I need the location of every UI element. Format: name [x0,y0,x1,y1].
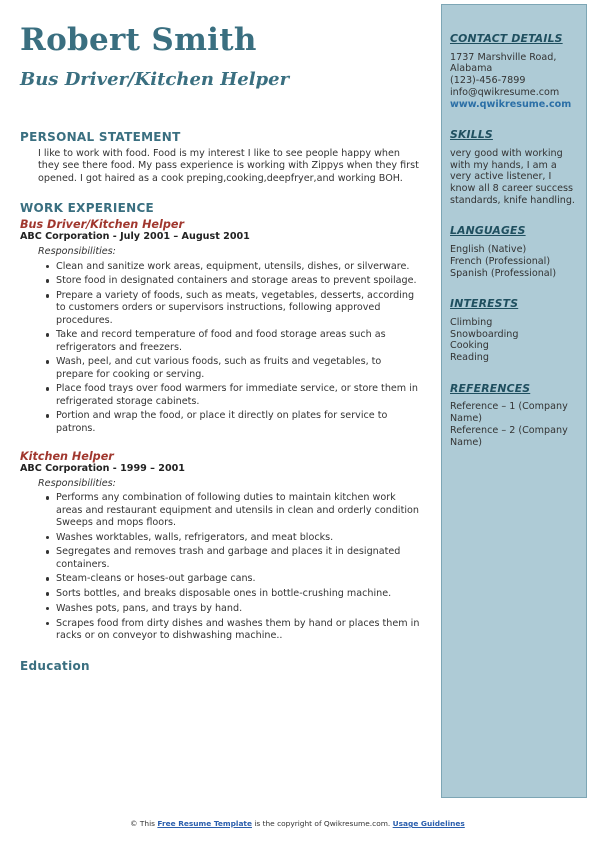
list-item: Cooking [450,340,489,352]
list-item: Prepare a variety of foods, such as meats, vegetables, desserts, according to customers orders or supervisors instructions, following approved procedures. [47,290,420,327]
list-item: Sorts bottles, and breaks disposable ones in bottle-crushing machine. [47,588,420,600]
list-item: English (Native) [450,244,527,256]
candidate-name: Robert Smith [20,22,257,58]
job-title: Kitchen Helper [20,449,114,463]
list-item: Reference – 2 (Company Name) [450,424,568,448]
personal-statement-heading: PERSONAL STATEMENT [20,130,181,144]
education-heading: Education [20,659,90,674]
footer-prefix: © This [130,819,158,828]
list-item: Take and record temperature of food and food storage areas such as refrigerators and freezers. [47,329,420,353]
list-item: Washes pots, pans, and trays by hand. [47,603,420,615]
contact-address: 1737 Marshville Road, Alabama [450,51,557,75]
languages-section [450,225,578,279]
list-item: Portion and wrap the food, or place it directly on plates for service to patrons. [47,410,420,434]
list-item: Scrapes food from dirty dishes and washes them by hand or places them in racks or on conveyor to dishwashing machine.. [47,618,420,642]
skills-heading: SKILLS [450,128,493,142]
list-item: Place food trays over food warmers for immediate service, or store them in refrigerated storage cabinets. [47,383,420,407]
list-item: French (Professional) [450,255,551,267]
job-company-dates: ABC Corporation - 1999 – 2001 [20,463,185,475]
contact-heading: CONTACT DETAILS [450,32,563,45]
job-title: Bus Driver/Kitchen Helper [20,218,184,232]
languages-heading: LANGUAGES [450,224,526,238]
sidebar [441,4,587,798]
contact-email[interactable]: info@qwikresume.com [450,86,560,98]
job-company-dates: ABC Corporation - July 2001 – August 2001 [20,231,250,243]
skills-section [450,129,578,206]
references-section [450,383,578,449]
references-heading: REFERENCES [450,381,531,395]
free-resume-template-link[interactable]: Free Resume Template [157,819,252,828]
list-item: Steam-cleans or hoses-out garbage cans. [47,573,420,585]
work-experience-heading: WORK EXPERIENCE [20,200,155,215]
job-entry [20,451,420,642]
list-item: Wash, peel, and cut various foods, such as fruits and vegetables, to prepare for cooking or serving. [47,356,420,380]
candidate-title: Bus Driver/Kitchen Helper [20,69,290,90]
usage-guidelines-link[interactable]: Usage Guidelines [392,819,465,828]
list-item: Climbing [450,316,493,328]
list-item: Washes worktables, walls, refrigerators, and meat blocks. [47,532,420,544]
personal-statement-text: I like to work with food. Food is my interest I like to see people happy when they see there food. My pass experience is working with Zippys when they first opened. I got haired as a cook preping,cooking,deepfryer,and working BOH. [38,148,419,184]
responsibilities-label: Responsibilities: [38,478,116,490]
responsibilities-label: Responsibilities: [38,246,116,258]
contact-section [450,33,578,110]
contact-website-link[interactable]: www.qwikresume.com [450,98,572,110]
list-item: Reference – 1 (Company Name) [450,401,568,425]
responsibilities-list [20,492,420,642]
footer [0,819,595,828]
contact-phone: (123)-456-7899 [450,75,526,87]
list-item: Store food in designated containers and storage areas to prevent spoilage. [47,275,420,287]
list-item: Performs any combination of following duties to maintain kitchen work areas and restaurant equipment and utensils in clean and orderly condition Sweeps and mops floors. [47,492,420,529]
list-item: Reading [450,352,489,364]
interests-heading: INTERESTS [450,297,519,311]
interests-section [450,298,578,364]
list-item: Clean and sanitize work areas, equipment, utensils, dishes, or silverware. [47,261,420,273]
responsibilities-list [20,261,420,435]
job-entry [20,219,420,435]
skills-text: very good with working with my hands, I am a very active listener, I know all 8 career success standards, knife handling. [450,147,575,206]
footer-copyright-text: is the copyright of Qwikresume.com. [251,819,393,828]
list-item: Snowboarding [450,328,519,340]
main-column [20,131,420,677]
list-item: Segregates and removes trash and garbage and places it in designated containers. [47,546,420,570]
list-item: Spanish (Professional) [450,267,557,279]
